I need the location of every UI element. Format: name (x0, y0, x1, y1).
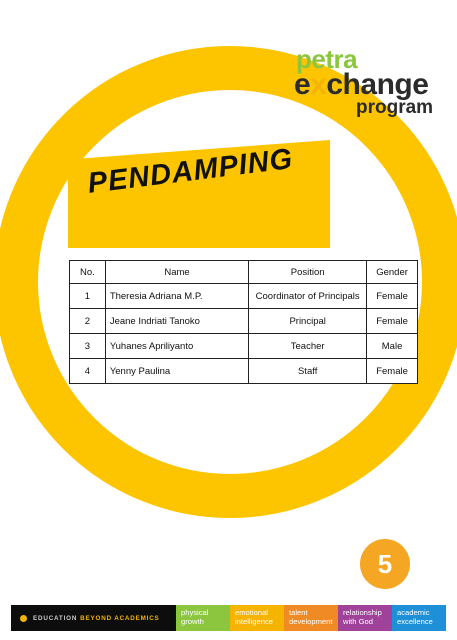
table-row (70, 359, 418, 384)
logo-word-program: program (356, 97, 434, 118)
footer-bar (11, 605, 447, 631)
cell-no: 4 (70, 359, 106, 384)
pendamping-table (69, 260, 418, 384)
pillar-emotional-intelligence: emotional intelligence (230, 605, 284, 631)
cell-no: 3 (70, 334, 106, 359)
column-header-gender: Gender (367, 261, 418, 284)
brand-text: EDUCATION (33, 614, 78, 622)
logo-letter-e: e (294, 68, 311, 101)
column-header-name: Name (105, 261, 248, 284)
cell-gender: Female (367, 359, 418, 384)
cell-name: Yenny Paulina (105, 359, 248, 384)
cell-no: 2 (70, 309, 106, 334)
column-header-position: Position (249, 261, 367, 284)
column-header-no: No. (70, 261, 106, 284)
logo-word-change: change (326, 68, 429, 101)
cell-name: Theresia Adriana M.P. (105, 284, 248, 309)
cell-name: Jeane Indriati Tanoko (105, 309, 248, 334)
brand-accent-text: BEYOND ACADEMICS (80, 614, 160, 622)
page-title: PENDAMPING (85, 142, 295, 200)
cell-name: Yuhanes Apriliyanto (105, 334, 248, 359)
brand-dot-icon (20, 615, 27, 622)
logo-word-petra: petra (296, 44, 358, 74)
pillar-physical-growth: physical growth (176, 605, 230, 631)
cell-gender: Female (367, 284, 418, 309)
page-number-badge: 5 (360, 539, 410, 589)
table-row (70, 334, 418, 359)
cell-position: Principal (249, 309, 367, 334)
footer-brand (11, 605, 176, 631)
cell-position: Teacher (249, 334, 367, 359)
petra-exchange-logo (292, 44, 432, 124)
table-row (70, 309, 418, 334)
pillar-relationship-with-god: relationship with God (338, 605, 392, 631)
cell-gender: Male (367, 334, 418, 359)
cell-position: Staff (249, 359, 367, 384)
cell-position: Coordinator of Principals (249, 284, 367, 309)
pillar-academic-excellence: academic excellence (392, 605, 446, 631)
pillar-talent-development: talent development (284, 605, 338, 631)
table-header-row (70, 261, 418, 284)
cell-gender: Female (367, 309, 418, 334)
cell-no: 1 (70, 284, 106, 309)
logo-letter-x: x (310, 68, 327, 101)
table-row (70, 284, 418, 309)
